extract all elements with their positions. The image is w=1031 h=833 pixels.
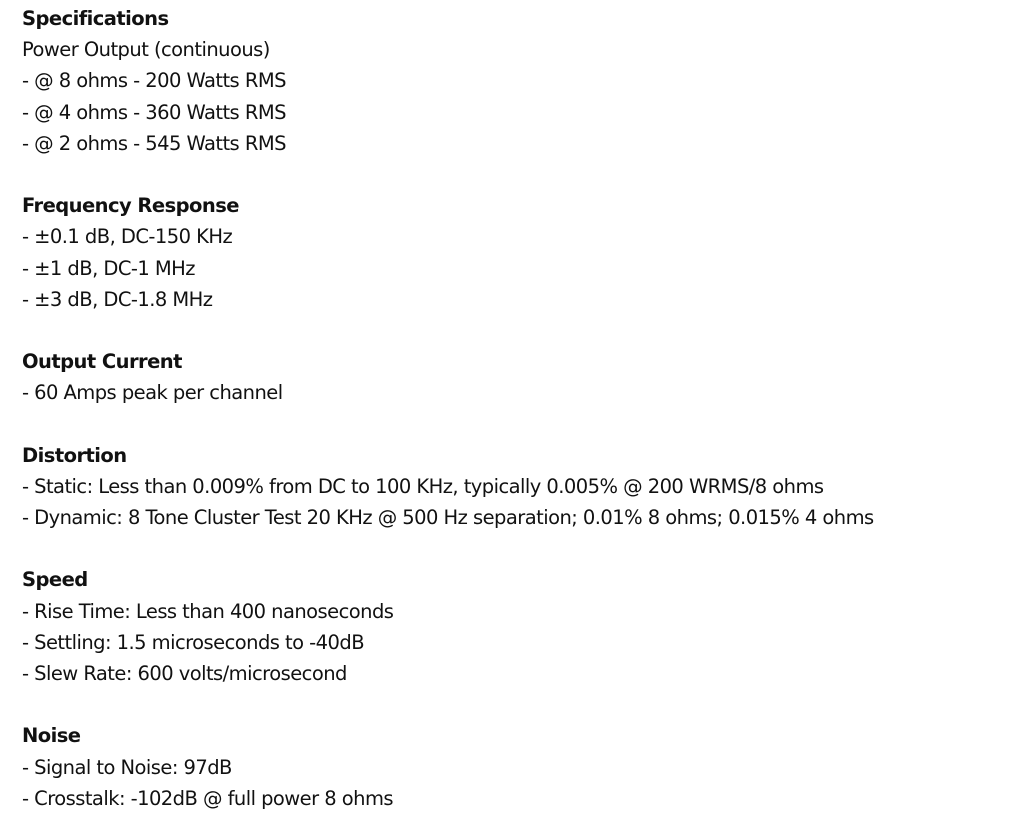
section-frequency-response xyxy=(22,190,1022,315)
spec-line: - ±1 dB, DC-1 MHz xyxy=(22,256,195,280)
spec-line: - Crosstalk: -102dB @ full power 8 ohms xyxy=(22,786,393,810)
section-output-current xyxy=(22,346,1022,408)
section-heading: Specifications xyxy=(22,7,169,30)
spec-line: Power Output (continuous) xyxy=(22,38,270,62)
spec-line: - Static: Less than 0.009% from DC to 100 KHz, typically 0.005% @ 200 WRMS/8 ohms xyxy=(22,474,824,498)
section-spacer xyxy=(22,315,1022,346)
specifications-document xyxy=(22,3,1022,814)
spec-line: - Signal to Noise: 97dB xyxy=(22,755,232,779)
section-heading: Noise xyxy=(22,724,81,748)
section-heading: Frequency Response xyxy=(22,194,239,218)
spec-line: - @ 2 ohms - 545 Watts RMS xyxy=(22,131,286,155)
spec-line: - 60 Amps peak per channel xyxy=(22,381,283,405)
section-heading: Distortion xyxy=(22,443,127,467)
section-distortion xyxy=(22,440,1022,534)
spec-line: - Settling: 1.5 microseconds to -40dB xyxy=(22,630,365,654)
section-spacer xyxy=(22,159,1022,190)
section-specifications xyxy=(22,3,1022,159)
section-spacer xyxy=(22,689,1022,720)
spec-line: - ±0.1 dB, DC-150 KHz xyxy=(22,225,233,249)
section-heading: Output Current xyxy=(22,350,182,374)
spec-line: - Rise Time: Less than 400 nanoseconds xyxy=(22,599,394,623)
spec-line: - @ 8 ohms - 200 Watts RMS xyxy=(22,69,286,93)
spec-line: - Slew Rate: 600 volts/microsecond xyxy=(22,661,347,685)
section-heading: Speed xyxy=(22,568,88,592)
spec-line: - Dynamic: 8 Tone Cluster Test 20 KHz @ 500 Hz separation; 0.01% 8 ohms; 0.015% 4 ohms xyxy=(22,506,874,529)
spec-line: - ±3 dB, DC-1.8 MHz xyxy=(22,287,213,311)
section-noise xyxy=(22,720,1022,814)
section-speed xyxy=(22,564,1022,689)
section-spacer xyxy=(22,533,1022,564)
spec-line: - @ 4 ohms - 360 Watts RMS xyxy=(22,100,286,124)
section-spacer xyxy=(22,408,1022,439)
